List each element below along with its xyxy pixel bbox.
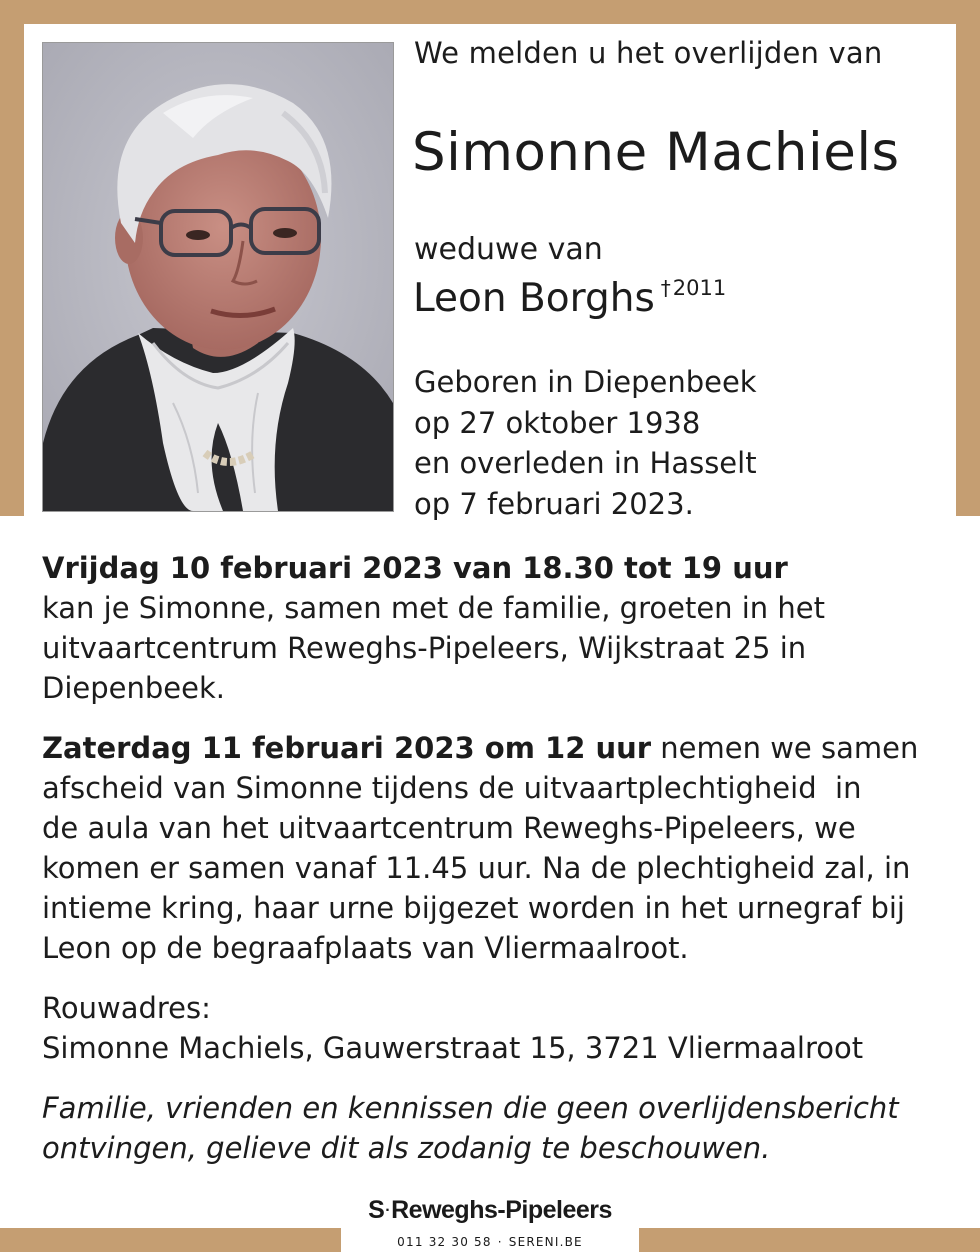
visitation-paragraph bbox=[42, 548, 942, 708]
ceremony-line: intieme kring, haar urne bijgezet worden in het urnegraf bij bbox=[42, 891, 905, 925]
phone-number: 011 32 30 58 bbox=[397, 1235, 492, 1249]
visitation-line: Diepenbeek. bbox=[42, 671, 225, 705]
logo-dot: · bbox=[385, 1202, 391, 1219]
dagger-icon: † bbox=[660, 276, 671, 300]
death-line: en overleden in Hasselt bbox=[414, 446, 757, 480]
ceremony-when: Zaterdag 11 februari 2023 om 12 uur bbox=[42, 731, 652, 765]
closing-line: ontvingen, gelieve dit als zodanig te beschouwen. bbox=[42, 1131, 771, 1165]
deceased-name: Simonne Machiels bbox=[412, 122, 900, 183]
portrait-photo bbox=[42, 42, 394, 512]
birth-line: Geboren in Diepenbeek bbox=[414, 365, 757, 399]
visitation-line: uitvaartcentrum Reweghs-Pipeleers, Wijkstraat 25 in bbox=[42, 631, 807, 665]
visitation-when: Vrijdag 10 februari 2023 van 18.30 tot 19 uur bbox=[42, 551, 788, 585]
ceremony-line: afscheid van Simonne tijdens de uitvaartplechtigheid in bbox=[42, 771, 862, 805]
ceremony-line: de aula van het uitvaartcentrum Reweghs-Pipeleers, we bbox=[42, 811, 856, 845]
mourning-address bbox=[42, 988, 942, 1068]
birth-death-details bbox=[414, 362, 757, 524]
spouse-line bbox=[413, 276, 726, 321]
footer-contact bbox=[341, 1235, 639, 1249]
ceremony-first-line-rest: nemen we samen bbox=[651, 731, 919, 765]
ceremony-line: komen er samen vanaf 11.45 uur. Na de plechtigheid zal, in bbox=[42, 851, 911, 885]
ceremony-paragraph bbox=[42, 728, 942, 968]
address-label: Rouwadres: bbox=[42, 991, 211, 1025]
closing-note bbox=[42, 1088, 942, 1168]
birth-date-line: op 27 oktober 1938 bbox=[414, 405, 701, 440]
widow-label: weduwe van bbox=[414, 232, 603, 267]
address-value: Simonne Machiels, Gauwerstraat 15, 3721 Vliermaalroot bbox=[42, 1031, 864, 1065]
death-date-line: op 7 februari 2023. bbox=[414, 486, 694, 521]
funeral-home-logo bbox=[341, 1196, 639, 1225]
closing-line: Familie, vrienden en kennissen die geen overlijdensbericht bbox=[42, 1091, 899, 1125]
visitation-line: kan je Simonne, samen met de familie, groeten in het bbox=[42, 591, 825, 625]
logo-mark: S bbox=[368, 1196, 385, 1224]
logo-name: Reweghs-Pipeleers bbox=[391, 1196, 612, 1224]
intro-text: We melden u het overlijden van bbox=[414, 36, 883, 70]
spouse-death-year: 2011 bbox=[672, 276, 727, 300]
portrait-illustration bbox=[43, 43, 393, 511]
ceremony-line: Leon op de begraafplaats van Vliermaalroot. bbox=[42, 931, 689, 965]
website: SERENI.BE bbox=[508, 1235, 583, 1249]
spouse-name: Leon Borghs bbox=[413, 276, 655, 321]
contact-separator: · bbox=[497, 1235, 503, 1249]
